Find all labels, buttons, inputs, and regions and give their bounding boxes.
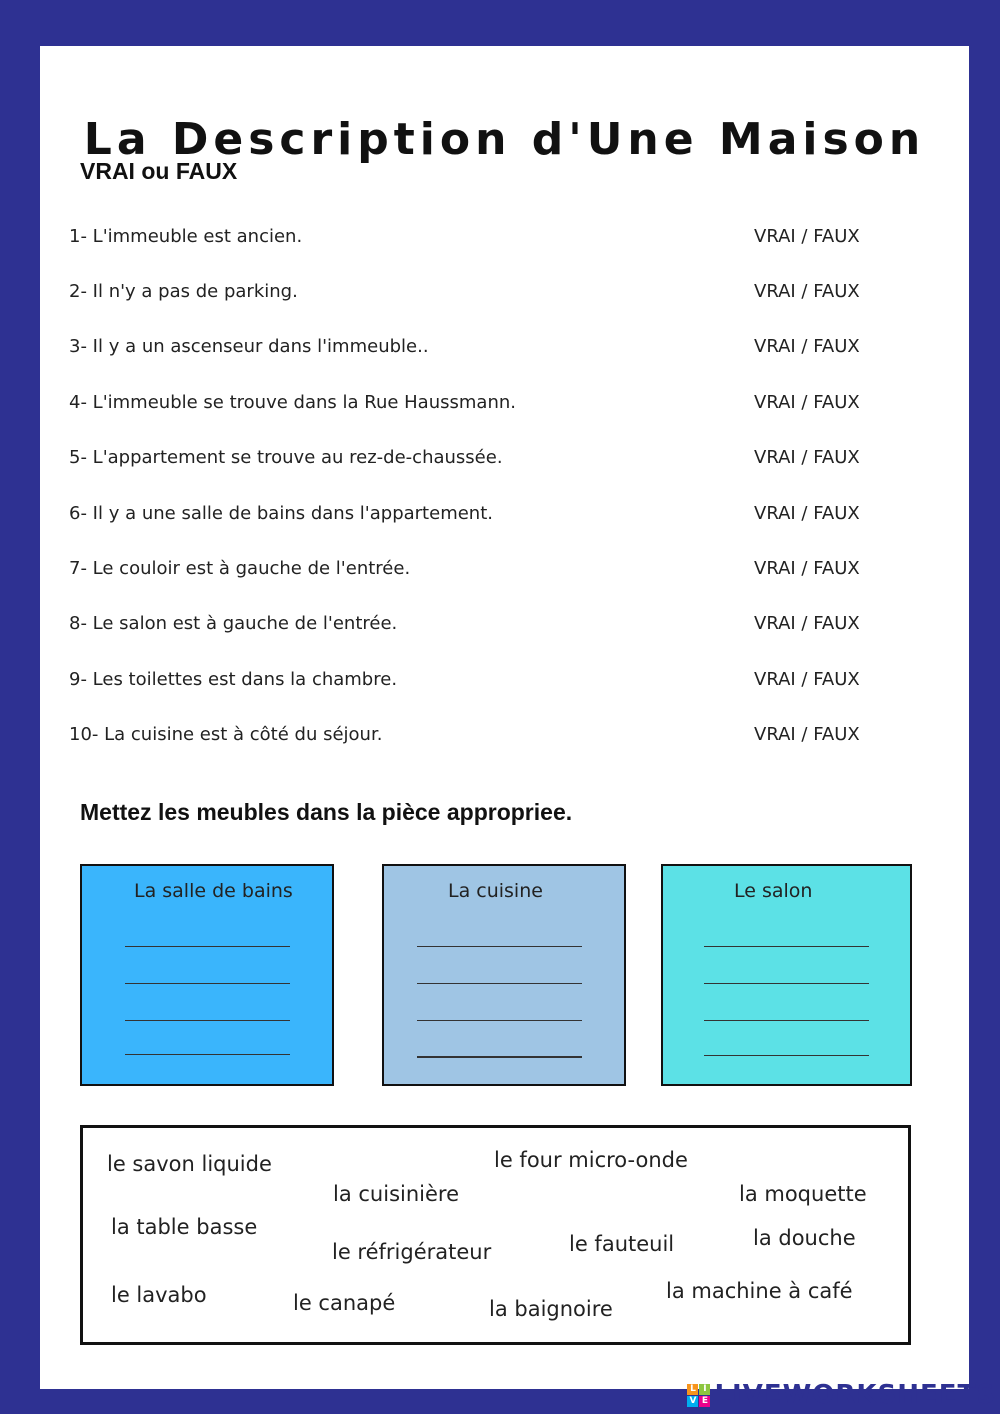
question-row bbox=[69, 336, 869, 366]
worksheet-page bbox=[40, 46, 969, 1389]
true-false-options[interactable]: VRAI / FAUX bbox=[754, 669, 860, 690]
question-row bbox=[69, 226, 869, 256]
word-item[interactable]: le canapé bbox=[293, 1291, 396, 1315]
answer-line[interactable] bbox=[704, 946, 869, 947]
answer-line[interactable] bbox=[704, 983, 869, 984]
answer-line[interactable] bbox=[704, 1020, 869, 1021]
word-item[interactable]: le réfrigérateur bbox=[332, 1240, 492, 1264]
true-false-options[interactable]: VRAI / FAUX bbox=[754, 613, 860, 634]
question-text: 5- L'appartement se trouve au rez-de-chaussée. bbox=[69, 447, 503, 468]
question-row bbox=[69, 447, 869, 477]
true-false-options[interactable]: VRAI / FAUX bbox=[754, 392, 860, 413]
word-item[interactable]: la machine à café bbox=[666, 1279, 853, 1303]
question-row bbox=[69, 669, 869, 699]
true-false-options[interactable]: VRAI / FAUX bbox=[754, 226, 860, 247]
word-item[interactable]: le savon liquide bbox=[107, 1152, 272, 1176]
word-bank bbox=[80, 1125, 911, 1345]
question-text: 2- Il n'y a pas de parking. bbox=[69, 281, 298, 302]
word-item[interactable]: la cuisinière bbox=[333, 1182, 459, 1206]
answer-line[interactable] bbox=[125, 946, 290, 947]
sorting-heading: Mettez les meubles dans la pièce appropriee. bbox=[80, 799, 573, 825]
room-label: La cuisine bbox=[448, 880, 543, 902]
question-text: 9- Les toilettes est dans la chambre. bbox=[69, 669, 398, 690]
answer-line[interactable] bbox=[125, 983, 290, 984]
true-false-options[interactable]: VRAI / FAUX bbox=[754, 724, 860, 745]
question-text: 6- Il y a une salle de bains dans l'appartement. bbox=[69, 503, 493, 524]
page-title: La Description d'Une Maison bbox=[83, 114, 926, 165]
question-row bbox=[69, 613, 869, 643]
liveworksheets-watermark bbox=[687, 1380, 996, 1410]
answer-line[interactable] bbox=[125, 1020, 290, 1021]
question-text: 10- La cuisine est à côté du séjour. bbox=[69, 724, 383, 745]
word-item[interactable]: le lavabo bbox=[111, 1283, 207, 1307]
word-item[interactable]: la baignoire bbox=[489, 1297, 613, 1321]
watermark-text: LIVEWORKSHEETS bbox=[714, 1380, 996, 1410]
word-item[interactable]: le fauteuil bbox=[569, 1232, 675, 1256]
answer-line[interactable] bbox=[704, 1055, 869, 1056]
room-label: Le salon bbox=[734, 880, 813, 902]
true-false-options[interactable]: VRAI / FAUX bbox=[754, 503, 860, 524]
question-row bbox=[69, 503, 869, 533]
true-false-heading: VRAI ou FAUX bbox=[80, 158, 238, 184]
word-item[interactable]: la douche bbox=[753, 1226, 856, 1250]
answer-line[interactable] bbox=[417, 983, 582, 984]
answer-line[interactable] bbox=[417, 1020, 582, 1021]
true-false-options[interactable]: VRAI / FAUX bbox=[754, 281, 860, 302]
answer-line[interactable] bbox=[417, 1056, 582, 1058]
answer-line[interactable] bbox=[417, 946, 582, 947]
true-false-options[interactable]: VRAI / FAUX bbox=[754, 447, 860, 468]
question-row bbox=[69, 281, 869, 311]
room-label: La salle de bains bbox=[134, 880, 293, 902]
question-text: 4- L'immeuble se trouve dans la Rue Haussmann. bbox=[69, 392, 516, 413]
question-text: 7- Le couloir est à gauche de l'entrée. bbox=[69, 558, 411, 579]
word-item[interactable]: le four micro-onde bbox=[494, 1148, 688, 1172]
question-row bbox=[69, 558, 869, 588]
question-text: 1- L'immeuble est ancien. bbox=[69, 226, 303, 247]
room-box-bathroom bbox=[80, 864, 334, 1086]
liveworksheets-logo-icon: L I V E bbox=[687, 1384, 710, 1407]
true-false-options[interactable]: VRAI / FAUX bbox=[754, 336, 860, 357]
room-box-living-room bbox=[661, 864, 912, 1086]
answer-line[interactable] bbox=[125, 1054, 290, 1055]
question-row bbox=[69, 392, 869, 422]
true-false-options[interactable]: VRAI / FAUX bbox=[754, 558, 860, 579]
question-text: 3- Il y a un ascenseur dans l'immeuble.. bbox=[69, 336, 429, 357]
question-row bbox=[69, 724, 869, 754]
question-text: 8- Le salon est à gauche de l'entrée. bbox=[69, 613, 398, 634]
word-item[interactable]: la moquette bbox=[739, 1182, 867, 1206]
room-box-kitchen bbox=[382, 864, 626, 1086]
word-item[interactable]: la table basse bbox=[111, 1215, 258, 1239]
